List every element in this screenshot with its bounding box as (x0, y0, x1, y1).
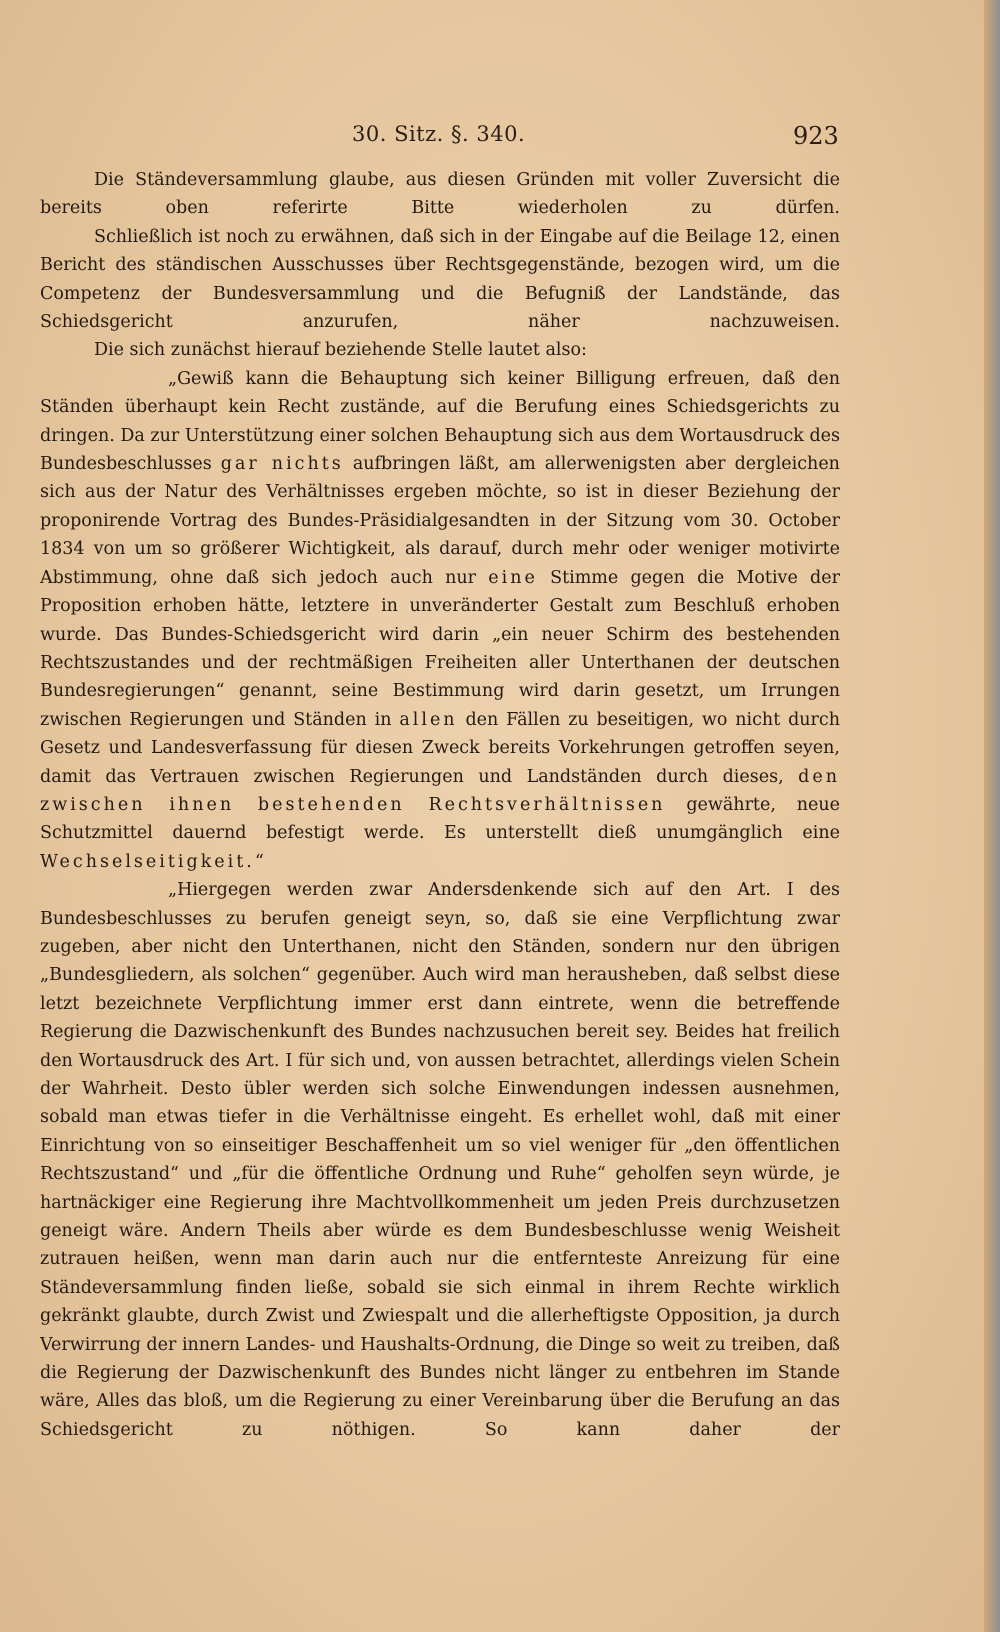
paragraph-1 (40, 166, 840, 223)
paragraph-3-text: Die sich zunächst hierauf beziehende Stelle lautet also: (94, 340, 587, 361)
quote-1-part-e: gewährte, neue Schutzmittel dauernd befestigt werde. Es unterstellt dieß unumgänglich eine (40, 794, 840, 844)
running-head: 30. Sitz. §. 340. (352, 122, 526, 146)
quotation-paragraph-1 (40, 365, 840, 876)
quote-1-part-b: aufbringen läßt, am allerwenigsten aber dergleichen sich aus der Natur des Verhältnisses ergeben möchte, so ist in dieser Beziehung der proponirende Vortrag des Bundes-Präsidialgesandten in der Sitzung vom 30. October 1834 von um so größerer Wichtigkeit, als darauf, durch mehr oder weniger motivirte Abstimmung, ohne daß sich jedoch auch nur (40, 454, 840, 588)
page-number: 923 (793, 122, 839, 150)
quote-1-part-d: den Fällen zu beseitigen, wo nicht durch Gesetz und Landesverfassung für diesen Zweck bereits Vorkehrungen getroffen seyen, damit das Vertrauen zwischen Regierungen und Landständen durch dieses, (40, 709, 840, 787)
quote-1-part-c: Stimme gegen die Motive der Proposition erhoben hätte, letztere in unveränderter Gestalt zum Beschluß erhoben wurde. Das Bundes-Schiedsgericht wird darin „ein neuer Schirm des bestehenden Rechtszustandes und der rechtmäßigen Freiheiten aller Unterthanen der deutschen Bundesregierungen“ genannt, seine Bestimmung wird darin gesetzt, um Irrungen zwischen Regierungen und Ständen in (40, 567, 840, 730)
paragraph-1-text: Die Ständeversammlung glaube, aus diesen Gründen mit voller Zuversicht die bereits oben referirte Bitte wiederholen zu dürfen. (40, 170, 840, 219)
spaced-emphasis-1: gar nichts (220, 454, 344, 475)
spaced-emphasis-3: allen (399, 709, 458, 730)
quotation-paragraph-2 (40, 876, 840, 1444)
page-edge-shadow (984, 0, 1000, 1632)
spaced-emphasis-5: Wechselseitigkeit. (40, 851, 255, 872)
body-text (40, 166, 840, 1444)
paragraph-3 (40, 336, 840, 364)
spaced-emphasis-2: eine (488, 567, 538, 588)
page-header (40, 116, 840, 156)
paragraph-2 (40, 223, 840, 337)
quote-2-text: „Hiergegen werden zwar Andersdenkende sich auf den Art. I des Bundesbeschlusses zu berufen geneigt seyn, so, daß sie eine Verpflichtung zwar zugeben, aber nicht den Unterthanen, nicht den Ständen, sondern nur den übrigen „Bundesgliedern, als solchen“ gegenüber. Auch wird man herausheben, daß selbst diese letzt bezeichnete Verpflichtung immer erst dann eintrete, wenn die betreffende Regierung die Dazwischenkunft des Bundes nachzusuchen bereit sey. Beides hat freilich den Wortausdruck des Art. I für sich und, von aussen betrachtet, allerdings vielen Schein der Wahrheit. Desto übler werden sich solche Einwendungen indessen ausnehmen, sobald man etwas tiefer in die Verhältnisse eingeht. Es erhellet wohl, daß mit einer Einrichtung von so einseitiger Beschaffenheit um so viel weniger für „den öffentlichen Rechtszustand“ und „für die öffentliche Ordnung und Ruhe“ geholfen seyn würde, je hartnäckiger eine Regierung ihre Machtvollkommenheit um jeden Preis durchzusetzen geneigt wäre. Andern Theils aber würde es dem Bundesbeschlusse wenig Weisheit zutrauen heißen, wenn man darin auch nur die entfernteste Anreizung für eine Ständeversammlung finden ließe, sobald sie sich einmal in ihrem Rechte wirklich gekränkt glaubte, durch Zwist und Zwiespalt und die allerheftigste Opposition, ja durch Verwirrung der innern Landes- und Haushalts-Ordnung, die Dinge so weit zu treiben, daß die Regierung der Dazwischenkunft des Bundes nicht länger zu entbehren im Stande wäre, Alles das bloß, um die Regierung zu einer Vereinbarung über die Berufung an das Schiedsgericht zu nöthigen. So kann daher der (40, 880, 840, 1440)
spaced-emphasis-4: den zwischen ihnen bestehenden Rechtsverhältnissen (40, 766, 840, 815)
paragraph-2-text: Schließlich ist noch zu erwähnen, daß sich in der Eingabe auf die Beilage 12, einen Bericht des ständischen Ausschusses über Rechtsgegenstände, bezogen wird, um die Competenz der Bundesversammlung und die Befugniß der Landstände, das Schiedsgericht anzurufen, näher nachzuweisen. (40, 226, 840, 333)
quote-1-part-a: „Gewiß kann die Behauptung sich keiner Billigung erfreuen, daß den Ständen überhaupt kein Recht zustände, auf die Berufung eines Schiedsgerichts zu dringen. Da zur Unterstützung einer solchen Behauptung sich aus dem Wortausdruck des Bundesbeschlusses (40, 368, 841, 475)
quote-1-close: “ (254, 851, 264, 872)
